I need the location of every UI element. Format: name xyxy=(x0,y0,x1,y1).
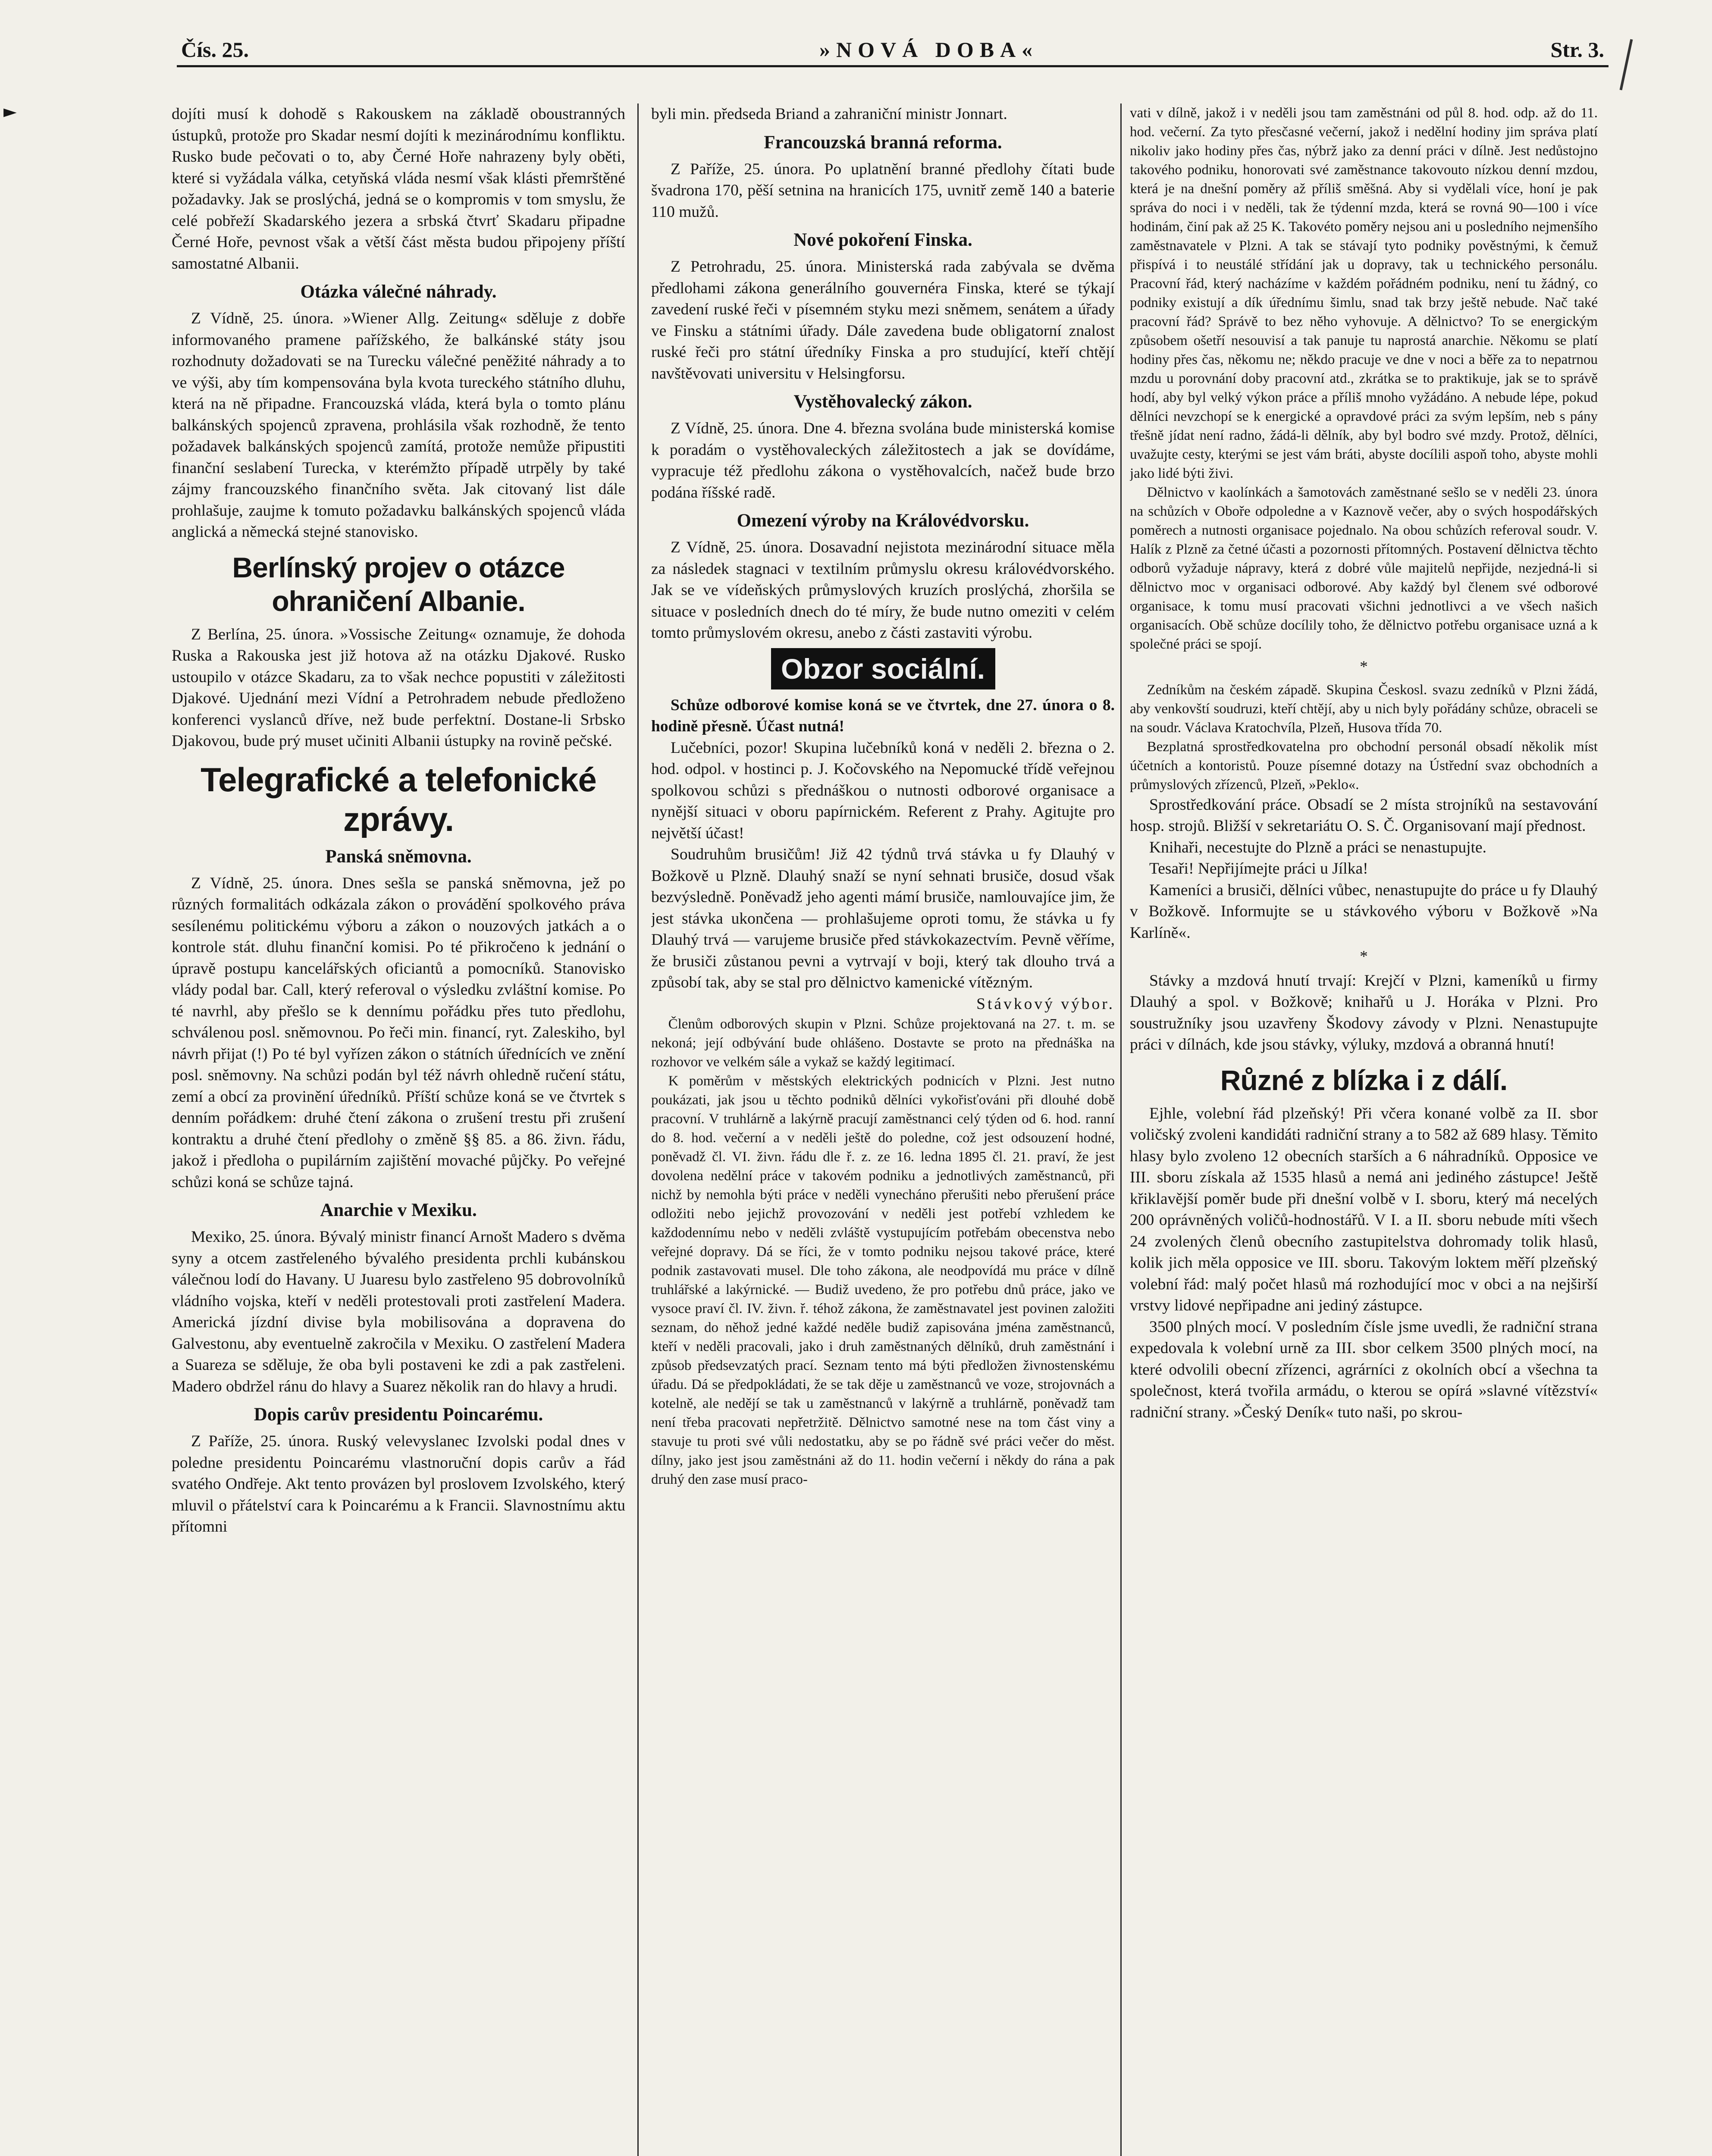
pencil-mark xyxy=(1620,39,1633,91)
notice-zednikum: Zedníkům na českém západě. Skupina Českosl. svazu zedníků v Plzni žádá, aby venkovští soudruzi, kteří chtějí, aby u nich byly pořádány schůze, obraceli se na soudr. Václava Kratochvíla, Plzeň, Husova třída 70. xyxy=(1130,682,1598,736)
notice-tesari: Tesaři! Nepřijímejte práci u Jílka! xyxy=(1149,860,1368,877)
notice-clenum: Členům odborových skupin v Plzni. Schůze projektovaná na 27. t. m. se nekoná; její odbývání bude ohlášeno. Dostavte se proto na přednáška na rozhovor ve velkém sále a vykaž se každý legitimací. xyxy=(651,1016,1115,1070)
notice-lucebnici: Lučebníci, pozor! Skupina lučebníků koná v neděli 2. března o 2. hod. odpol. v hostinci p. J. Kočovského na Nepomucké třídě veřejnou spolkovou schůzi s přednáškou o nutnosti odborové organisace a nynější situaci v oboru papírnickém. Referent z Prahy. Agitujte pro největší účast! xyxy=(651,739,1115,842)
signature-strike-committee: Stávkový výbor. xyxy=(976,995,1115,1013)
notice-knihari: Knihaři, necestujte do Plzně a práci se nenastupujte. xyxy=(1149,838,1487,856)
column-rule-2 xyxy=(1120,103,1122,2156)
article-berlin: Z Berlína, 25. února. »Vossische Zeitung« oznamuje, že dohoda Ruska a Rakouska jest již hotova až na otázku Djakové. Rusko ustoupilo v otázce Skadaru, za to však nechce popustiti v záležitosti Djakové. Ujednání mezi Vídní a Petrohradem nebude předloženo konferenci vyslanců dříve, než bude perfektní. Dostane-li Srbsko Djakovou, bude prý muset učiniti Albanii ústupky na rovině pečské. xyxy=(172,625,625,750)
article-panska: Z Vídně, 25. února. Dnes sešla se panská sněmovna, jež po různých formalitách odkázala zákon o provádění spolkového práva sesílenému politickému výboru a zákon o nouzových jatkách a o kontrole stát. dluhu finanční komisi. Po té přikročeno k jednání o úpravě postupu kancelářských oficiantů a pomocníků. Stanovisko vlády podal bar. Call, který referoval o výsledku zvláštní komise. Po té navrhl, aby přešlo se k dennímu pořádku přes tuto předlohu, schválenou posl. sněmovnou. Po řeči min. financí, ryt. Zaleskiho, byl návrh přijat (!) Po té byl vyřízen zákon o státních úřednících ve znění posl. sněmovny. Na schůzi podán byl též návrh ohledně ručení státu, zemí a obcí za provinění úředníků. Příští schůze koná se ve čtvrtek s denním pořádkem: druhé čtení zákona o zrušení trestu při zrušení kontraktu a druhé čtení předlohy o změně §§ 85. a 86. živn. řádu, jakož i předloha o pupilárním zajištění movaché půjčky. Po veřejné schůzi koná se schůze tajná. xyxy=(172,874,625,1191)
article-continuation: dojíti musí k dohodě s Rakouskem na základě oboustranných ústupků, protože pro Skadar nesmí dojíti k mezinárodnímu konfliktu. Rusko bude pečovati o to, aby Černé Hoře nahrazeny byly oběti, které si vyžádala válka, cetyňská vláda nesmí však klásti přemrštěné požadavky. Jak se proslýchá, jedná se o kompromis v tom smyslu, že celé pobřeží Skadarského jezera a srbská čtvrť Skadaru připadne Černé Hoře, pevnost však a větší část města budou připojeny příští samostatné Albanii. xyxy=(172,105,625,273)
notice-soudruhum: Soudruhům brusičům! Již 42 týdnů trvá stávka u fy Dlauhý v Božkově u Plzně. Dlauhý snaží se nyní sehnati brusiče, dosud však bezvýsledně. Poněvadž jeho agenti mámí brusiče, namlouvajíce jim, že jest stávka ukončena — prohlašujeme oproti tomu, že stávka u fy Dlauhý trvá — varujeme brusiče před stávkokazectvím. Pevně věříme, že brusiči zůstanou pevni a vytrvají v boji, který tak dlouho trvá a způsobí tak, aby se stal pro dělnictvo kamenické vítězným. xyxy=(651,846,1115,991)
headline-panska: Panská sněmovna. xyxy=(325,846,472,867)
headline-reparation: Otázka válečné náhrady. xyxy=(300,282,497,302)
headline-mexiko: Anarchie v Mexiku. xyxy=(320,1200,477,1220)
column-rule-1 xyxy=(637,103,639,2156)
article-finsko: Z Petrohradu, 25. února. Ministerská rada zabývala se dvěma předlohami zákona generálního gouvernéra Finska, které se týkají zavedení ruské řeči v písemném styku mezi sněmem, senátem a úřady ve Finsku a státními úřady. Dále zavedena bude obligatorní znalost ruské řeči pro státní úředníky Finska a pro studující, kteří chtějí navštěvovati universitu v Helsingforsu. xyxy=(651,258,1115,382)
page-number: Str. 3. xyxy=(1550,38,1604,62)
article-reparation: Z Vídně, 25. února. »Wiener Allg. Zeitung« sděluje z dobře informovaného pramene pařížského, že balkánské státy jsou rozhodnuty dožadovati se na Turecku válečné peněžité náhrady a to ve výši, aby tím kompensována byla kvota tureckého státního dluhu, která na ně připadne. Francouzská vláda, která byla o tomto plánu balkánských spojenců zpravena, prohlásila však rozhodně, že tento požadavek balkánských spojenců zamítá, protože nemůže připustiti finanční seslabení Turecka, v kterémžto případě utrpěly by také zájmy francouzského finančního světa. Jak citovaný list dále prohlašuje, zaujme k tomuto požadavku balkánských spojenců vláda anglická a německá stejné stanovisko. xyxy=(172,310,625,541)
headline-berlin: Berlínský projev o otázce ohraničení Albanie. xyxy=(232,551,565,617)
notice-stavky: Stávky a mzdová hnutí trvají: Krejčí v Plzni, kameníků u firmy Dlauhý a spol. v Božkově; knihařů u J. Horáka v Plzni. Pro soustružníky jsou uzavřeny Škodovy závody v Plzni. Nenastupujte práci v dílnách, kde jsou stávky, výluky, mzdová a obranná hnutí! xyxy=(1130,971,1598,1053)
column-1 xyxy=(172,103,625,2156)
notice-schuze: Schůze odborové komise koná se ve čtvrtek, dne 27. února o 8. hodině přesně. Účast nutná! xyxy=(651,696,1115,735)
section-header-telegraph: Telegrafické a telefonické zprávy. xyxy=(201,760,596,838)
section-header-ruzne: Různé z blízka i z dálí. xyxy=(1220,1064,1508,1096)
article-3500: 3500 plných mocí. V posledním čísle jsme uvedli, že radniční strana expedovala k volební urně za III. sbor celkem 3500 plných mocí, na které odvolili obecní zřízenci, agrárníci z okolních obcí a všechna ta společnost, která tvořila armádu, o kterou se opírá »slavné vítězství« radniční strany. »Český Deník« tuto naši, po skrou- xyxy=(1130,1318,1598,1421)
article-poincare: Z Paříže, 25. února. Ruský velevyslanec Izvolski podal dnes v poledne presidentu Poincarému vlastnoruční dopis carův a řád svatého Ondřeje. Akt tento provázen byl proslovem Izvolského, který mluvil o přátelství cara k Poincarému a k Francii. Slavnostnímu aktu přítomni xyxy=(172,1432,625,1536)
column-2 xyxy=(651,103,1115,2156)
column-3 xyxy=(1130,103,1598,2156)
article-mexiko: Mexiko, 25. února. Bývalý ministr financí Arnošt Madero s dvěma syny a otcem zastřeleného bývalého presidenta prchli kubánskou válečnou lodí do Havany. U Juaresu bylo zastřeleno 95 dobrovolníků vládního vojska, kteří v neděli protestovali proti zastřelení Madera. Americká jízdní divise byla mobilisována a dopravena do Galvestonu, aby eventuelně zakročila v Mexiku. O zastřelení Madera a Suareza se sděluje, že oba byli postaveni ke zdi a pak zastřeleni. Madero obdržel ránu do hlavy a Suarez několik ran do hlavy a hrudi. xyxy=(172,1228,625,1395)
article-continuation: byli min. předseda Briand a zahraniční ministr Jonnart. xyxy=(651,105,1007,123)
headline-poincare: Dopis carův presidentu Poincarému. xyxy=(254,1404,543,1425)
notice-bezplatna: Bezplatná sprostředkovatelna pro obchodní personál obsadí několik míst účetních a kontoristů. Pouze písemné dotazy na Ústřední svaz obchodních a průmyslových zřízenců, Plzeň, »Peklo«. xyxy=(1130,739,1598,793)
section-header-social: Obzor sociální. xyxy=(771,648,995,689)
article-ejhle: Ejhle, volební řád plzeňský! Při včera konané volbě za II. sbor voličský zvoleni kandidáti radniční strany a to 582 až 689 hlasy. Těmito hlasy bylo zvoleno 12 obecních starších a 6 náhradníků. Opposice ve III. sboru získala až 1535 hlasů a nemá ani jediného zástupce! Ještě křiklavější poměr bude při dnešní volbě v I. sboru, který má necelých 200 oprávněných voličů-hodnostářů. V I. a II. sboru nebude míti všech 24 zvolených členů obecního zastupitelstva dohromady tolik hlasů, kolik jich měla opposice ve III. sboru. Takovým loktem měří plzeňský volební řád: malý počet hlasů má rozhodující moc v obci a na nejširší vrstvy lidové nepřipadne ani jediný zástupce. xyxy=(1130,1104,1598,1314)
article-vystehov: Z Vídně, 25. února. Dne 4. března svolána bude ministerská komise k poradám o vystěhovaleckých záležitostech a jak se dovídáme, vypracuje též předlohu zákona o vystěhovalcích, načež bude brzo podána říšské radě. xyxy=(651,420,1115,501)
separator-star: * xyxy=(1360,658,1368,676)
article-kaolin: Dělnictvo v kaolínkách a šamotovách zaměstnané sešlo se v neděli 23. února na schůzích v Oboře odpoledne a v Kaznově večer, aby o svých hospodářských poměrech a nutnosti organisace pojednalo. Na obou schůzích referoval soudr. V. Halík z Plzně za četné účasti a pozornosti přítomných. Postavení dělnictva těchto odborů vyžaduje nápravy, která z dobré vůle majitelů nepřijde, nezjedná-li si dělnictvo moc v organisaci odborové. Aby každý byl členem své odborové organisace, k tomu musí pracovati všichni jednotlivci a ve všech našich organisacích. Obě schůze docílily toho, že dělnictvo potřebu organisace uzná a k společné práci se spojí. xyxy=(1130,485,1598,652)
headline-omezeni: Omezení výroby na Královédvorsku. xyxy=(737,511,1029,531)
masthead-rule xyxy=(177,65,1609,67)
notice-kamenici: Kameníci a brusiči, dělníci vůbec, nenastupujte do práce u fy Dlauhý v Božkově. Informujte se u stávkového výboru v Božkově »Na Karlíně«. xyxy=(1130,881,1598,942)
headline-reforma: Francouzská branná reforma. xyxy=(764,132,1002,153)
notice-sprostredkovani: Sprostředkování práce. Obsadí se 2 místa strojníků na sestavování hosp. strojů. Bližší v sekretariátu O. S. Č. Organisovaní mají přednost. xyxy=(1130,796,1598,835)
article-continuation: vati v dílně, jakož i v neděli jsou tam zaměstnáni od půl 8. hod. odp. až do 11. hod. večerní. Za tyto přesčasné večerní, jakož i nedělní hodiny jim správa platí nikoliv jako hodiny přes čas, nýbrž jako za denní práci v dílně. Jest nedůstojno takového podniku, honorovati své zaměstnance takovouto nízkou denní mzdou, která je na dnešní poměry až příliš směšná. Aby si vydělali více, honí je pak správa do noci i v neděli, tak že týdenní mzda, která se rovná 90—100 i více hodinám, činí pak až 25 K. Takovéto poměry nejsou ani u posledního nejmenšího zaměstnavatele v Plzni. A tak se stávají tyto podniky pověstnými, k čemuž přispívá i to neustálé střídání jak u dopravy, tak u technického personálu. Pracovní řád, který nacházíme v každém pořádném podniku, není tu žádný, co podniky existují a dík úřednímu šimlu, snad tak brzy ještě nebude. Nač také pracovní řád? Správě to bez něho vyhovuje. A dělnictvo? To se energickým způsobem ošetří nesouvisí a tak panuje tu naprostá anarchie. Někomu se platí hodiny přes čas, někomu ne; někdo pracuje ve dne v noci a běře za to nepatrnou mzdu u porovnání doby pracovní atd., zkrátka se to praktikuje, jak se to správě hodí, aby byl velký výkon práce a příliš mnoho vyžádáno. A nebude lépe, pokud dělníci nevzchopí se k energické a opravdové práci za svým lepším, neb s pány třešně jídat není radno, žádá-li dělník, aby byl bodro své mzdy. Protož, dělníci, uvažujte cesty, kterými se jest vám bráti, abyste docílili aspoň toho, abyste mohli jako lidé býti živi. xyxy=(1130,105,1598,481)
issue-number: Čís. 25. xyxy=(181,38,249,62)
headline-vystehov: Vystěhovalecký zákon. xyxy=(793,392,972,412)
separator-star: * xyxy=(1360,948,1368,965)
headline-finsko: Nové pokoření Finska. xyxy=(793,230,972,250)
article-omezeni: Z Vídně, 25. února. Dosavadní nejistota mezinárodní situace měla za následek stagnaci v textilním průmyslu okresu královédvorského. Jak se ve vídeňských průmyslových kruzích proslýchá, zhoršila se situace v posledních dnech do té míry, že bude nutno omeziti v celém tomto průmyslovém okresu, anebo z části zastaviti výrobu. xyxy=(651,539,1115,642)
article-pomerum: K poměrům v městských elektrických podnicích v Plzni. Jest nutno poukázati, jak jsou u těchto podniků dělníci vykořisťováni při dlouhé době pracovní. V truhlárně a lakýrně pracují zaměstnanci celý týden od 6. hod. ranní do 8. hod. večerní a v neděli ještě do poledne, což jest odsouzení hodné, poněvadž čl. VI. živn. řádu dle ř. z. ze 16. ledna 1895 čl. 21. praví, že jest dovolena nedělní práce v takovém podniku a jednotlivých zaměstnanců, při nichž by nemohla býti práce v neděli vynecháno přerušiti nebo přerušení práce odložiti nebo jejichž provozování v neděli jest potřebí vzhledem ke každodennímu nebo v neděli zvláště vystupujícím potřebám obecenstva nebo veřejné dopravy. Dá se říci, že v tomto podniku nejsou takové práce, které podnik zastavovati musel. Dle toho zákona, ale neodpovídá mu práce v dílně truhlářské a lakýrnické. — Budiž uvedeno, že pro potřebu dnů práce, jako ve vysoce praví čl. IV. živn. ř. téhož zákona, že zaměstnavatel jest povinen založiti seznam, do něhož jedné každé neděle budiž zapisována jména zaměstnanců, kteří v neděli pracovali, jako i druh zaměstnaných dělníků, druh zaměstnání i způsob předsevzatých prací. Seznam tento má býti předložen živnostenskému úřadu. Dá se předpokládati, že se tak děje u zaměstnanců ve voze, strojovnách a kotelně, ale nedějí se tak u zaměstnanců v lakýrně a truhlárně, poněvadž tam není třeba pracovati nepřetržitě. Dělnictvo samotné nese na tom část viny a stavuje tu proti své vůli nedostatku, aby se po řádně své práci večer do měst. dílny, jako jest jsou zaměstnáni až do 11. hodin večerní i někdy do rána a pak druhý den zase musí praco- xyxy=(651,1073,1115,1487)
margin-arrow-icon: ► xyxy=(3,102,17,122)
newspaper-title: »NOVÁ DOBA« xyxy=(819,38,1039,62)
masthead xyxy=(177,34,1609,67)
article-reforma: Z Paříže, 25. února. Po uplatnění branné předlohy čítati bude švadrona 170, pěší setnina na hranicích 175, uvnitř země 140 a baterie 110 mužů. xyxy=(651,160,1115,221)
